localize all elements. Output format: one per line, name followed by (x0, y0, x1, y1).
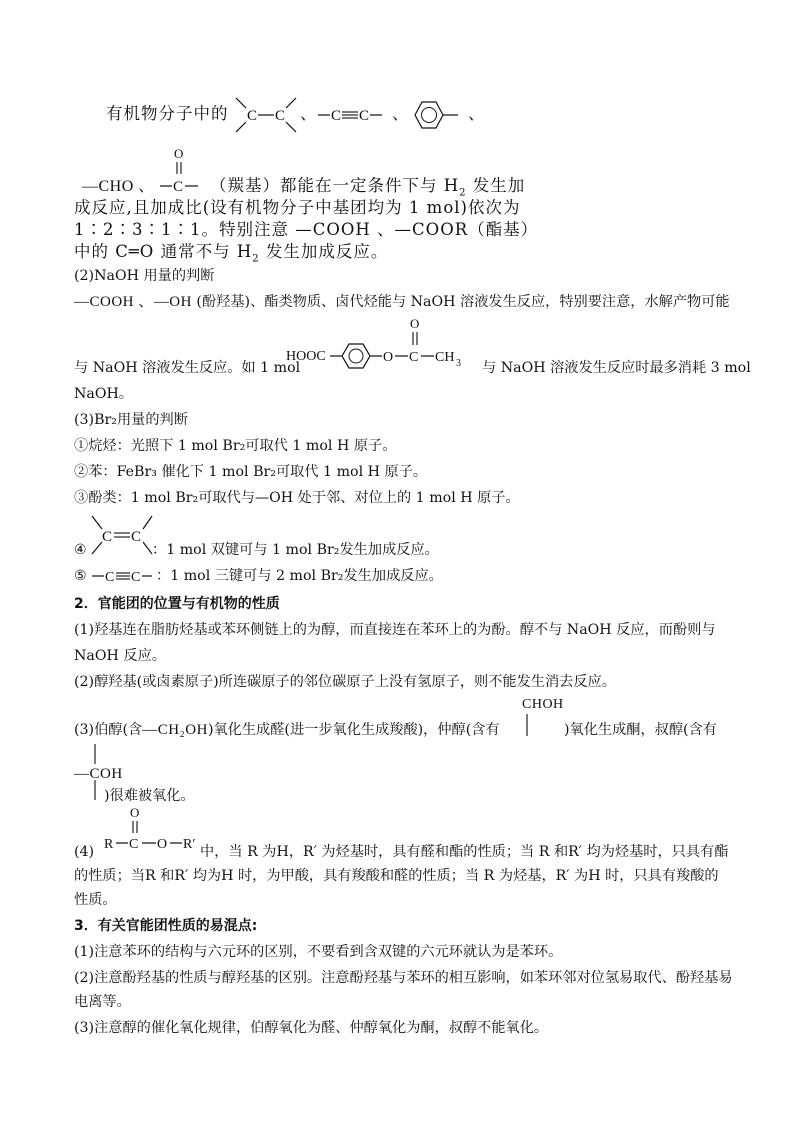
c-atom-label: C (409, 350, 419, 365)
s2-p3-line-d: )很难被氧化。 (104, 788, 195, 804)
benzene-structure (408, 94, 464, 136)
br2-item-3: ③酚类：1 mol Br₂可取代与—OH 处于邻、对位上的 1 mol H 原子。 (74, 490, 520, 506)
br2-heading: (3)Br₂用量的判断 (74, 412, 188, 428)
naoh-line-2b: 与 NaOH 溶液发生反应时最多消耗 3 mol (482, 360, 751, 376)
ester-structure (286, 316, 486, 378)
alkene-structure (88, 512, 158, 558)
rcoor-structure (100, 804, 210, 856)
subscript: 2 (459, 187, 467, 199)
cho-formula: —CHO 、 (82, 178, 155, 195)
s3-p3: (3)注意醇的催化氧化规律，伯醇氧化为醛、仲醇氧化为酮，叔醇不能氧化。 (74, 1020, 549, 1036)
c-atom-label: C (102, 529, 113, 545)
coh-text: —COH (74, 766, 123, 782)
s3-p2-line-a: (2)注意酚羟基的性质与醇羟基的区别。注意酚羟基与苯环的相互影响，如苯环邻对位氢易取代、酚羟基易 (74, 970, 733, 986)
s2-p4-line-b: 的性质；当R 和R′ 均为H 时，为甲酸，具有羧酸和醛的性质；当 R 为烃基，R′ 为H 时，只具有羧酸的 (74, 868, 719, 884)
alkyne-structure-2 (90, 566, 160, 586)
chioh-formula (522, 694, 564, 715)
s2-p3-line-a (74, 720, 500, 740)
o-atom-label: O (383, 350, 394, 365)
s2-p3-line-c: )氧化生成酮，叔醇(含有 (564, 722, 717, 738)
text-span: (酚羟基)、酯类物质、卤代烃能与 NaOH 溶液发生反应，特别要注意，水解产物可能 (191, 294, 730, 310)
intro-line-1 (106, 104, 229, 124)
c-atom-label: C (359, 108, 370, 124)
section-2-heading: 2．官能团的位置与有机物的性质 (74, 596, 280, 612)
bond-line (522, 714, 532, 740)
c-atom-label: C (105, 570, 115, 585)
hooc-label: HOOC (286, 349, 326, 364)
s2-p1-line-b: NaOH 反应。 (74, 648, 166, 664)
br2-item-2: ②苯：FeBr₃ 催化下 1 mol Br₂可取代 1 mol H 原子。 (74, 464, 428, 480)
ch3-label: CH (435, 350, 455, 365)
s2-p2: (2)醇羟基(或卤素原子)所连碳原子的邻位碳原子上没有氢原子，则不能发生消去反应。 (74, 674, 616, 690)
alkyne-structure (316, 104, 386, 126)
br2-item-5-num: ⑤ (74, 568, 87, 584)
cooh-oh-formula: —COOH 、—OH (74, 294, 192, 310)
intro-text: 有机物分子中的 (106, 104, 229, 123)
text-span: 中的 C═O 通常不与 H (74, 242, 253, 261)
bond-line (90, 742, 100, 766)
br2-item-5-text: ：1 mol 三键可与 2 mol Br₂发生加成反应。 (156, 568, 443, 584)
naoh-heading: (2)NaOH 用量的判断 (74, 268, 215, 284)
s2-p1-line-a: (1)羟基连在脂肪烃基或苯环侧链上的为醇，而直接连在苯环上的为酚。醇不与 NaOH 反应，而酚则与 (74, 622, 716, 638)
chioh-text: CHOH (522, 697, 564, 712)
naoh-line-1 (74, 292, 730, 312)
s2-p4-line-c: 性质。 (74, 892, 117, 908)
text-span: (3)伯醇(含 (74, 722, 143, 738)
intro-line-4: 1∶2∶3∶1∶1。特别注意 —COOH 、—COOR（酯基） (74, 220, 539, 239)
alkane-structure (232, 94, 302, 136)
section-3-heading: 3．有关官能团性质的易混点: (74, 918, 258, 934)
subscript: 2 (252, 253, 260, 265)
br2-item-4-text: ：1 mol 双键可与 1 mol Br₂发生加成反应。 (152, 542, 439, 558)
carbonyl-structure (160, 144, 216, 200)
intro-line-3: 成反应,且加成比(设有机物分子中基团均为 1 mol)依次为 (74, 198, 521, 217)
ch2oh-formula: —CH₂OH (142, 722, 208, 738)
ch3-subscript: 3 (456, 358, 461, 369)
br2-item-4-num: ④ (74, 542, 87, 558)
c-atom-label: C (331, 108, 342, 124)
s2-p4-line-a: 中，当 R 为H，R′ 为烃基时，具有醛和酯的性质；当 R 和R′ 均为烃基时，只具有酯 (200, 844, 729, 860)
separator: 、 (468, 104, 486, 123)
r-label: R (104, 837, 114, 852)
c-atom-label: C (131, 570, 141, 585)
intro-line-2 (82, 176, 155, 197)
c-atom-label: C (247, 108, 258, 124)
text-span: 发生加成反应。 (259, 242, 389, 261)
separator: 、 (300, 104, 318, 123)
s2-p4-num: (4) (74, 844, 95, 860)
rprime-label: R′ (183, 837, 196, 852)
o-atom-label: O (174, 146, 184, 161)
separator: 、 (392, 104, 410, 123)
naoh-line-2a: 与 NaOH 溶液发生反应。如 1 mol (74, 360, 301, 376)
text-span: （羰基）都能在一定条件下与 H (210, 176, 460, 195)
o-atom-label: O (130, 805, 140, 820)
br2-item-1: ①烷烃：光照下 1 mol Br₂可取代 1 mol H 原子。 (74, 438, 397, 454)
o-atom-label: O (157, 837, 168, 852)
naoh-line-3: NaOH。 (74, 386, 134, 402)
c-atom-label: C (173, 179, 184, 195)
text-span: 发生加 (466, 176, 526, 195)
text-span: )氧化生成醛(进一步氧化生成羧酸)，仲醇(含有 (207, 722, 500, 738)
c-atom-label: C (275, 108, 286, 124)
c-atom-label: C (131, 529, 142, 545)
bond-line (90, 778, 100, 802)
s3-p1: (1)注意苯环的结构与六元环的区别，不要看到含双键的六元环就认为是苯环。 (74, 944, 563, 960)
o-atom-label: O (410, 316, 420, 331)
s3-p2-line-b: 电离等。 (74, 994, 131, 1010)
c-atom-label: C (129, 837, 139, 852)
